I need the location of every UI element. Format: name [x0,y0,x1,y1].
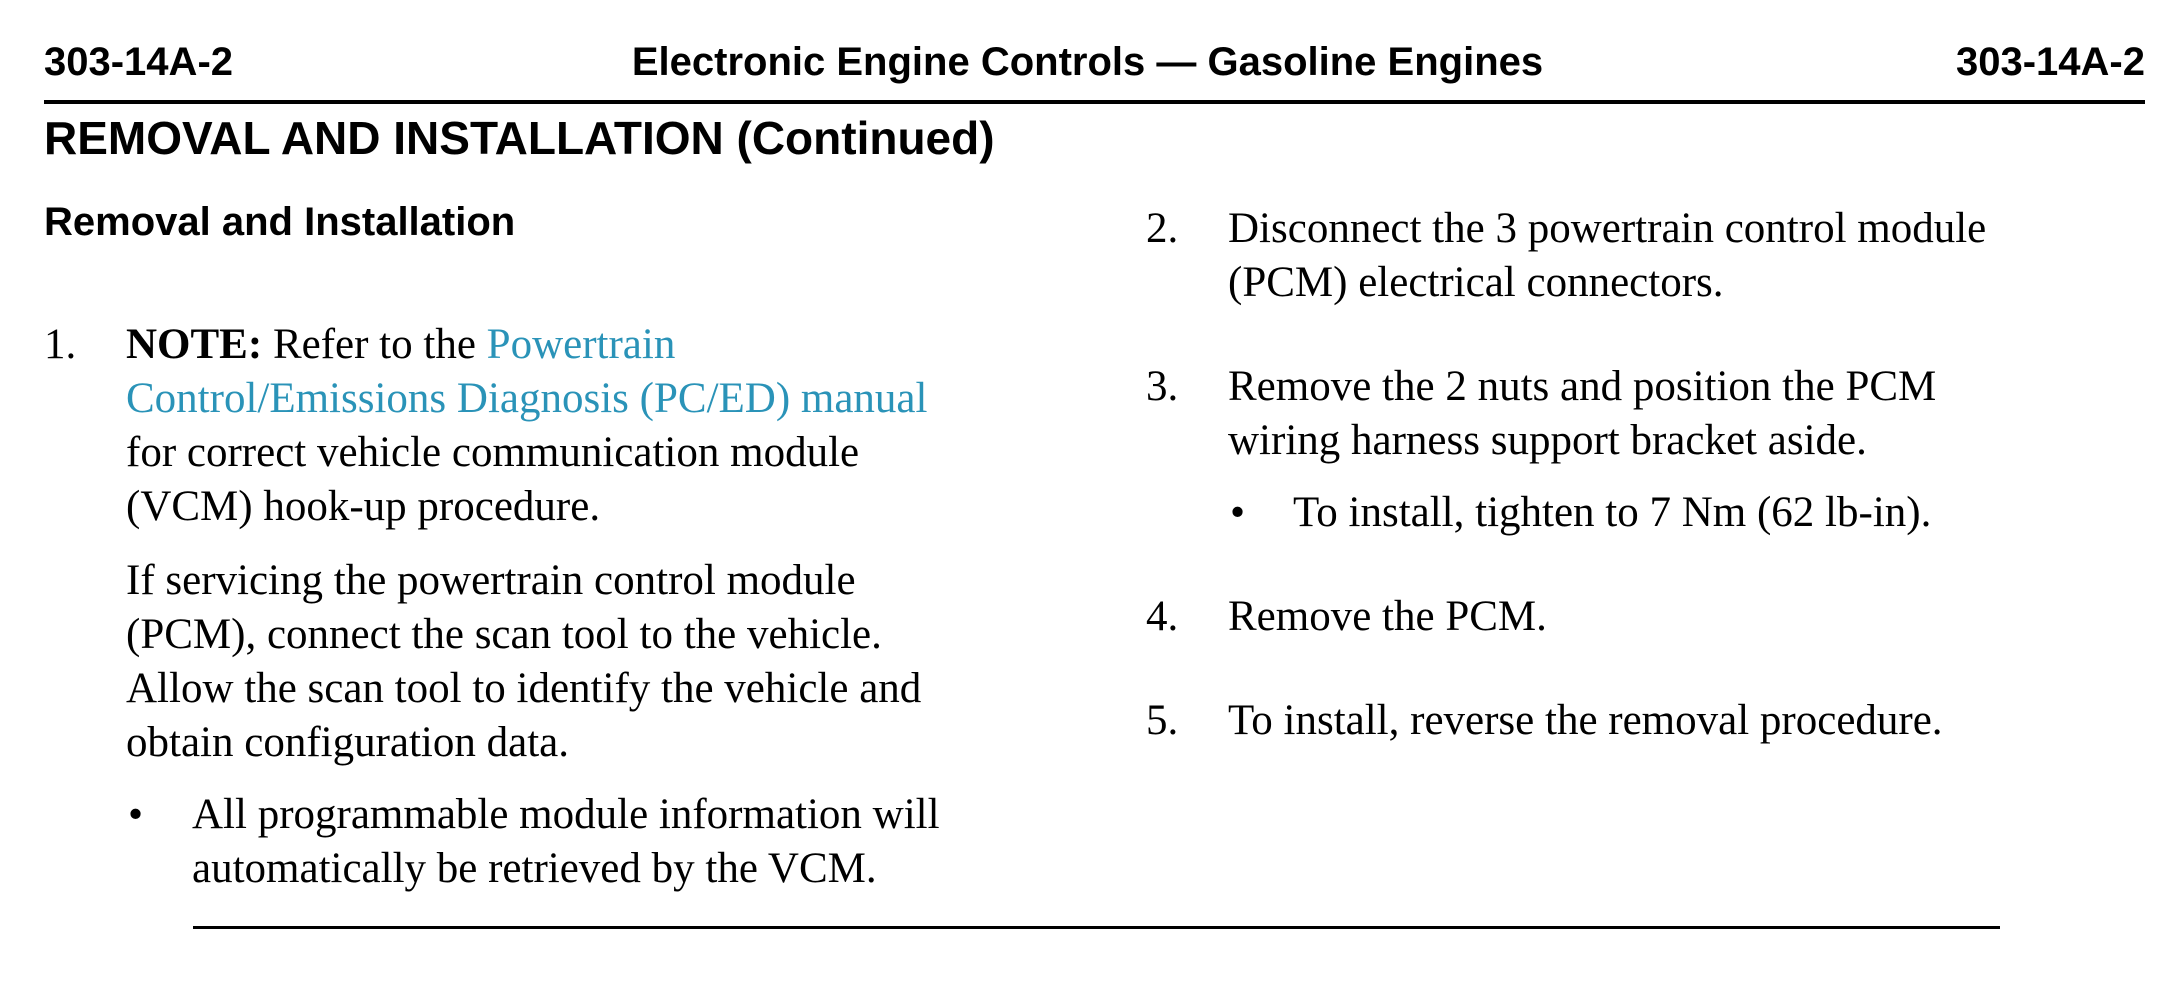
step-1-bullet-text [192,788,1052,896]
step-4-number: 4. [1146,593,1179,640]
header-page-number-left: 303-14A-2 [44,40,234,84]
pced-manual-link[interactable]: Powertrain [486,321,676,368]
header-title: Electronic Engine Controls — Gasoline Engines [631,40,1544,84]
step-3-bullet: • [1230,489,1246,536]
step-1-note-line-4: (VCM) hook-up procedure. [126,483,601,530]
step-3-line: wiring harness support bracket aside. [1228,417,1867,464]
step-1-paragraph-line: Allow the scan tool to identify the vehicle and [126,665,922,712]
step-3-line: Remove the 2 nuts and position the PCM [1228,363,1937,410]
step-3-bullet-text: To install, tighten to 7 Nm (62 lb-in). [1293,489,1932,536]
step-1-paragraph-line: (PCM), connect the scan tool to the vehicle. [126,611,882,658]
header-page-number-right: 303-14A-2 [1955,40,2145,84]
footer-rule [193,926,2000,929]
step-1-note [126,318,1046,534]
step-3-number: 3. [1146,363,1179,410]
note-label: NOTE: [126,321,263,368]
step-1-note-line-3: for correct vehicle communication module [126,429,860,476]
note-prefix: Refer to the [262,321,487,368]
step-1-bullet-line: All programmable module information will [192,791,940,838]
step-1-paragraph-line: If servicing the powertrain control module [126,557,856,604]
subsection-title: Removal and Installation [44,200,516,244]
step-5-number: 5. [1146,697,1179,744]
step-2-text [1228,202,2148,310]
step-1-bullet-line: automatically be retrieved by the VCM. [192,845,877,892]
step-2-number: 2. [1146,205,1179,252]
step-3-text [1228,360,2148,468]
step-4-text: Remove the PCM. [1228,593,1547,640]
step-2-line: Disconnect the 3 powertrain control module [1228,205,1987,252]
step-2-line: (PCM) electrical connectors. [1228,259,1724,306]
step-1-note-line-1 [126,318,1046,372]
step-5-text: To install, reverse the removal procedure. [1228,697,1943,744]
step-1-paragraph [126,554,1046,770]
header-rule [44,100,2145,104]
step-1-bullet: • [128,791,144,838]
step-1-number: 1. [44,321,77,368]
step-1-paragraph-line: obtain configuration data. [126,719,569,766]
section-title: REMOVAL AND INSTALLATION (Continued) [44,112,995,164]
pced-manual-link-continued[interactable]: Control/Emissions Diagnosis (PC/ED) manual [126,375,928,422]
